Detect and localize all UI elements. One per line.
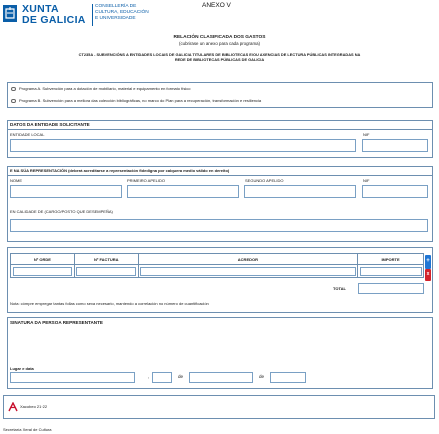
rep-surname1-label: PRIMEIRO APELIDO — [127, 178, 166, 183]
expense-table — [10, 253, 424, 278]
entity-heading: DATOS DA ENTIDADE SOLICITANTE — [10, 122, 90, 127]
signature-heading: SINATURA DA PERSOA REPRESENTANTE — [10, 320, 103, 325]
table-row — [11, 265, 424, 278]
col-order-header: Nº ORDE — [11, 254, 75, 265]
procedure-line1: CT235A - SUBVENCIÓNS A ENTIDADES LOCAIS DE GALICIA TITULARES DE BIBLIOTECAS E/OU AXENCIAS DE LECTURA PÚBLICAS INTEGRADAS NA — [78, 52, 361, 57]
xacobeo-logo-icon — [8, 402, 18, 412]
invoice-input[interactable] — [76, 267, 136, 276]
entity-nif-input[interactable] — [362, 139, 428, 152]
xacobeo-brand: Xacobeo 21·22 — [20, 404, 48, 409]
representative-heading: E NA SÚA REPRESENTACIÓN (deberá acreditarse a representación fidedigna por calquera medio válido en dereito) — [10, 168, 230, 173]
rep-surname2-label: SEGUNDO APELIDO — [245, 178, 284, 183]
department-name — [95, 4, 175, 21]
col-creditor-header: ACREDOR — [138, 254, 357, 265]
col-amount-header: IMPORTE — [358, 254, 424, 265]
order-input[interactable] — [13, 267, 73, 276]
program-b-radio[interactable] — [11, 99, 16, 104]
table-note: Nota: cómpre empregar tantas follas como sexa necesario, mantendo a correlación no número de cuantificación — [10, 301, 209, 306]
entity-name-label: ENTIDADE LOCAL — [10, 132, 45, 137]
invoice-cell — [74, 265, 138, 278]
month-input[interactable] — [189, 372, 253, 383]
dept-line3: E UNIVERSIDADE — [95, 15, 136, 21]
footer-section — [3, 395, 435, 419]
xunta-logo-line2: DE GALICIA — [22, 14, 86, 26]
total-label: TOTAL — [333, 286, 346, 291]
program-a-radio[interactable] — [11, 87, 16, 92]
rep-surname1-input[interactable] — [127, 185, 239, 198]
xunta-emblem-icon — [3, 5, 17, 22]
entity-nif-label: NIF — [363, 132, 370, 137]
dept-line2: CULTURA, EDUCACIÓN — [95, 9, 149, 15]
remove-icon: x — [426, 271, 430, 277]
secretariat-name: Secretaría Xeral de Cultura — [3, 427, 52, 432]
date-de-2: de — [259, 374, 265, 379]
dept-line1: CONSELLERÍA DE — [95, 4, 137, 9]
program-a-label: Programa A. Subvención para a dotación de mobiliario, material e equipamento en formato físico — [19, 86, 191, 91]
rep-surname2-input[interactable] — [244, 185, 356, 198]
procedure-line2: REDE DE BIBLIOTECAS PÚBLICAS DE GALICIA — [174, 57, 265, 62]
order-cell — [11, 265, 75, 278]
amount-cell — [358, 265, 424, 278]
expense-table-header — [11, 254, 424, 265]
amount-input[interactable] — [360, 267, 422, 276]
entity-heading-rule — [7, 129, 433, 130]
rep-nif-label: NIF — [363, 178, 370, 183]
rep-name-label: NOME — [10, 178, 22, 183]
date-comma: , — [148, 374, 150, 379]
annex-label: ANEXO V — [202, 2, 231, 9]
form-title: RELACIÓN CLASIFICADA DOS GASTOS — [173, 35, 266, 40]
creditor-cell — [138, 265, 357, 278]
total-input[interactable] — [358, 283, 424, 294]
rep-role-label: EN CALIDADE DE (CARGO/POSTO QUE DESEMPEÑA) — [10, 209, 113, 214]
program-b-label: Programa B. Subvención para a mellora das colección bibliográficas, no marco do Plan para a recuperación, transformación e resiliencia — [19, 98, 262, 103]
xunta-logo — [3, 4, 87, 28]
rep-role-input[interactable] — [10, 219, 428, 232]
day-input[interactable] — [152, 372, 172, 383]
add-icon: + — [426, 258, 430, 264]
logo-divider — [92, 4, 93, 26]
date-de-1: de — [178, 374, 184, 379]
entity-name-input[interactable] — [10, 139, 356, 152]
program-b-option[interactable] — [11, 98, 426, 104]
place-input[interactable] — [10, 372, 135, 383]
xunta-logo-line1: XUNTA — [22, 3, 59, 15]
creditor-input[interactable] — [140, 267, 355, 276]
rep-name-input[interactable] — [10, 185, 122, 198]
form-subtitle: (cubrirase un anexo para cada programa) — [178, 40, 261, 46]
col-invoice-header: Nº FACTURA — [74, 254, 138, 265]
place-date-label: Lugar e data — [10, 366, 34, 371]
add-row-button[interactable] — [425, 255, 431, 269]
remove-row-button[interactable] — [425, 269, 431, 281]
year-input[interactable] — [270, 372, 306, 383]
program-a-option[interactable] — [11, 86, 411, 92]
representative-heading-rule — [7, 175, 433, 176]
rep-nif-input[interactable] — [362, 185, 428, 198]
